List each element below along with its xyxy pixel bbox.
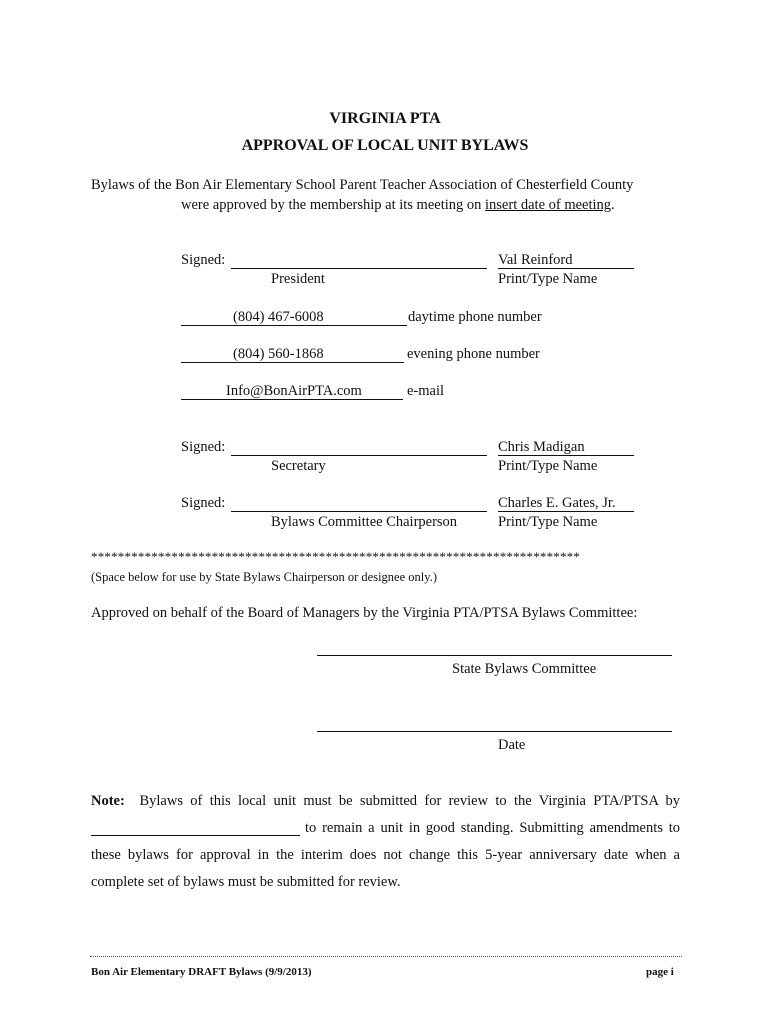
note-line-2: to remain a unit in good standing. Submitting amendments to xyxy=(305,820,680,836)
chairperson-signature-line[interactable] xyxy=(231,511,487,512)
daytime-phone-label: daytime phone number xyxy=(408,309,542,325)
secretary-name-underline xyxy=(498,455,634,456)
state-use-note: (Space below for use by State Bylaws Chairperson or designee only.) xyxy=(91,570,437,584)
president-name: Val Reinford xyxy=(498,252,573,268)
evening-phone-value[interactable]: (804) 560-1868 xyxy=(233,346,324,362)
note-line-1 xyxy=(91,793,680,810)
president-name-underline xyxy=(498,268,634,269)
footer-left: Bon Air Elementary DRAFT Bylaws (9/9/2013) xyxy=(91,966,312,978)
date-line[interactable] xyxy=(317,731,672,732)
date-caption: Date xyxy=(498,737,526,753)
secretary-name-caption: Print/Type Name xyxy=(498,458,598,474)
email-value[interactable]: Info@BonAirPTA.com xyxy=(226,383,362,399)
footer-page-number: page i xyxy=(646,966,674,978)
intro-line-2 xyxy=(181,197,615,214)
secretary-name: Chris Madigan xyxy=(498,439,585,455)
intro-line-1: Bylaws of the Bon Air Elementary School Parent Teacher Association of Chesterfield County xyxy=(91,177,634,193)
state-committee-signature-line[interactable] xyxy=(317,655,672,656)
intro-line-2-suffix: . xyxy=(611,197,615,213)
evening-phone-label: evening phone number xyxy=(407,346,540,362)
president-name-caption: Print/Type Name xyxy=(498,271,598,287)
president-signature-line[interactable] xyxy=(231,268,487,269)
chairperson-name-caption: Print/Type Name xyxy=(498,514,598,530)
note-line-1-text: Bylaws of this local unit must be submitted for review to the Virginia PTA/PTSA by xyxy=(139,793,680,809)
chairperson-name-underline xyxy=(498,511,634,512)
daytime-phone-value[interactable]: (804) 467-6008 xyxy=(233,309,324,325)
secretary-role: Secretary xyxy=(271,458,326,474)
president-signed-label: Signed: xyxy=(181,252,226,268)
chairperson-signed-label: Signed: xyxy=(181,495,226,511)
title-line-2: APPROVAL OF LOCAL UNIT BYLAWS xyxy=(241,137,529,154)
approval-statement: Approved on behalf of the Board of Managers by the Virginia PTA/PTSA Bylaws Committee: xyxy=(91,605,638,621)
secretary-signed-label: Signed: xyxy=(181,439,226,455)
chairperson-role: Bylaws Committee Chairperson xyxy=(271,514,458,530)
intro-line-2-prefix: were approved by the membership at its meeting on xyxy=(181,197,486,213)
deadline-blank-line[interactable] xyxy=(91,835,300,836)
email-label: e-mail xyxy=(407,383,445,399)
president-role: President xyxy=(271,271,325,287)
note-line-3: these bylaws for approval in the interim does not change this 5-year anniversary date when a xyxy=(91,847,680,863)
secretary-signature-line[interactable] xyxy=(231,455,487,456)
chairperson-name: Charles E. Gates, Jr. xyxy=(498,495,616,511)
note-label: Note: xyxy=(91,793,125,809)
meeting-date-field[interactable]: insert date of meeting xyxy=(485,197,612,213)
note-line-4: complete set of bylaws must be submitted for review. xyxy=(91,874,401,890)
star-separator: ************************************************************************* xyxy=(91,549,581,564)
footer-rule xyxy=(90,956,682,957)
title-line-1: VIRGINIA PTA xyxy=(329,110,441,127)
state-committee-caption: State Bylaws Committee xyxy=(452,661,597,677)
